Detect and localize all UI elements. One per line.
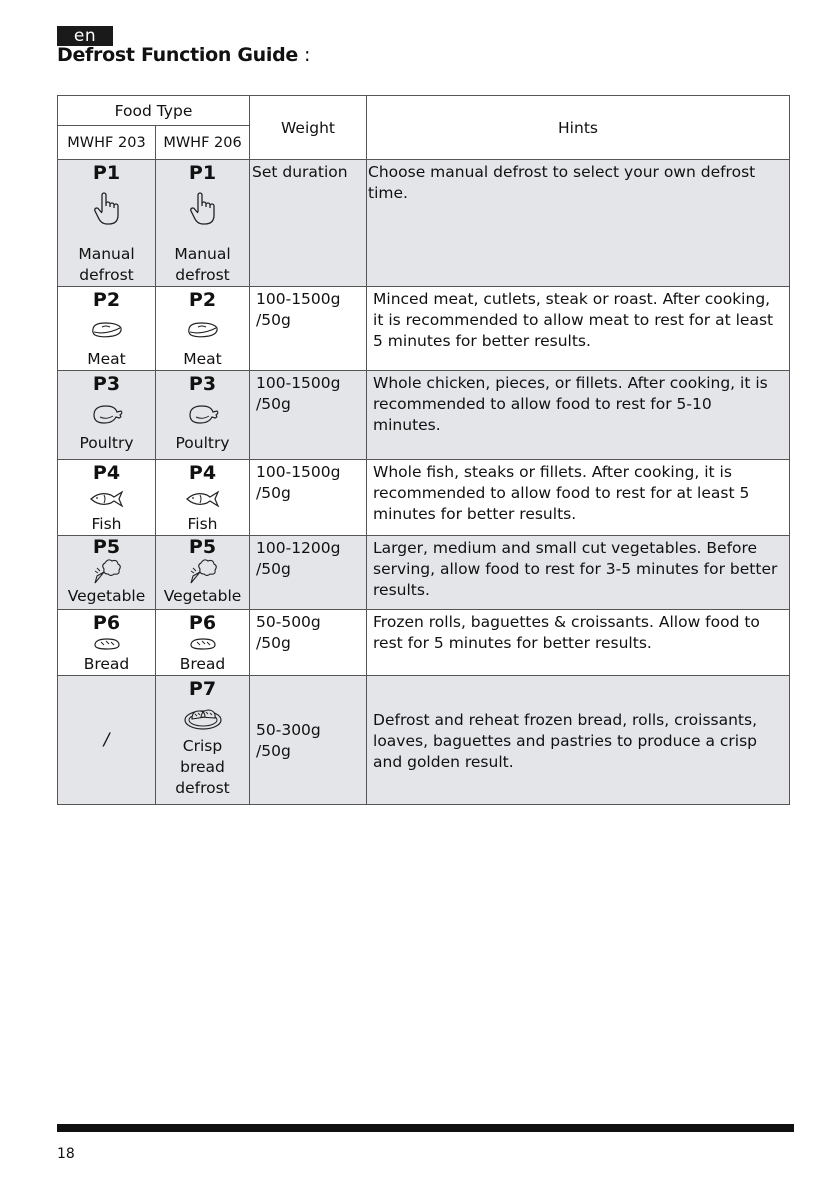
header-food-type: Food Type bbox=[58, 96, 250, 126]
program-name: Manual defrost bbox=[78, 245, 135, 284]
program-code: P1 bbox=[92, 162, 121, 184]
program-name: Manual defrost bbox=[174, 245, 231, 284]
hint-cell: Larger, medium and small cut vegetables. Before serving, allow food to rest for 3-5 minutes for better results. bbox=[367, 536, 790, 610]
fish-icon bbox=[156, 484, 249, 514]
table-header-row bbox=[58, 96, 790, 126]
program-code: P2 bbox=[188, 289, 217, 311]
crisp-bread-plate-icon bbox=[156, 700, 249, 736]
hint-cell: Whole chicken, pieces, or fillets. After cooking, it is recommended to allow food to rest for 5-10 minutes. bbox=[367, 371, 790, 460]
program-code: P4 bbox=[188, 462, 217, 484]
program-name: Bread bbox=[83, 655, 130, 673]
program-name: Bread bbox=[179, 655, 226, 673]
program-cell-mwhf206 bbox=[156, 287, 250, 371]
hint-cell: Choose manual defrost to select your own defrost time. bbox=[367, 160, 790, 287]
program-name: Meat bbox=[183, 350, 222, 368]
hand-pointer-icon bbox=[58, 184, 155, 234]
program-cell-mwhf206 bbox=[156, 460, 250, 536]
bread-icon bbox=[58, 634, 155, 654]
header-model-mwhf203: MWHF 203 bbox=[58, 126, 156, 160]
weight-cell: 100-1500g /50g bbox=[250, 460, 367, 536]
program-name: Vegetable bbox=[67, 587, 146, 605]
meat-steak-icon bbox=[58, 311, 155, 349]
program-name: Fish bbox=[187, 515, 218, 533]
hint-cell: Whole fish, steaks or fillets. After cooking, it is recommended to allow food to rest for at least 5 minutes for better results. bbox=[367, 460, 790, 536]
table-row bbox=[58, 371, 790, 460]
not-available-cell: / bbox=[58, 676, 156, 805]
table-row bbox=[58, 460, 790, 536]
program-cell-mwhf203 bbox=[58, 371, 156, 460]
program-code: P5 bbox=[92, 536, 121, 558]
program-code: P6 bbox=[92, 612, 121, 634]
hint-cell: Frozen rolls, baguettes & croissants. Allow food to rest for 5 minutes for better results. bbox=[367, 610, 790, 676]
program-cell-mwhf203 bbox=[58, 610, 156, 676]
page-number: 18 bbox=[57, 1146, 75, 1162]
hand-pointer-icon bbox=[156, 184, 249, 234]
hint-cell: Defrost and reheat frozen bread, rolls, croissants, loaves, baguettes and pastries to produce a crisp and golden result. bbox=[367, 676, 790, 805]
header-weight: Weight bbox=[250, 96, 367, 160]
program-name: Fish bbox=[91, 515, 122, 533]
defrost-guide-table bbox=[57, 95, 790, 805]
page-title-text: Defrost Function Guide bbox=[57, 44, 299, 66]
vegetable-icon bbox=[58, 556, 155, 586]
program-name: Poultry bbox=[79, 434, 134, 452]
hint-cell: Minced meat, cutlets, steak or roast. After cooking, it is recommended to allow meat to rest for at least 5 minutes for better results. bbox=[367, 287, 790, 371]
meat-steak-icon bbox=[156, 311, 249, 349]
program-code: P3 bbox=[188, 373, 217, 395]
program-cell-mwhf203 bbox=[58, 287, 156, 371]
poultry-icon bbox=[156, 395, 249, 433]
language-tag: en bbox=[57, 26, 113, 46]
weight-cell: 50-500g /50g bbox=[250, 610, 367, 676]
program-cell-mwhf206 bbox=[156, 371, 250, 460]
table-row bbox=[58, 676, 790, 805]
weight-cell: 100-1500g /50g bbox=[250, 287, 367, 371]
program-cell-mwhf206 bbox=[156, 160, 250, 287]
program-code: P3 bbox=[92, 373, 121, 395]
program-name: Crisp bread defrost bbox=[175, 737, 230, 797]
program-code: P6 bbox=[188, 612, 217, 634]
vegetable-icon bbox=[156, 556, 249, 586]
weight-cell: 50-300g /50g bbox=[250, 676, 367, 805]
bread-icon bbox=[156, 634, 249, 654]
poultry-icon bbox=[58, 395, 155, 433]
program-cell-mwhf203 bbox=[58, 460, 156, 536]
program-code: P4 bbox=[92, 462, 121, 484]
program-code: P7 bbox=[188, 678, 217, 700]
program-cell-mwhf203 bbox=[58, 536, 156, 610]
weight-cell: 100-1500g /50g bbox=[250, 371, 367, 460]
page-title bbox=[57, 44, 310, 66]
table-row bbox=[58, 610, 790, 676]
program-cell-mwhf206 bbox=[156, 610, 250, 676]
page-title-colon: : bbox=[304, 44, 311, 66]
program-cell-mwhf206 bbox=[156, 676, 250, 805]
weight-cell: Set duration bbox=[250, 160, 367, 287]
program-code: P2 bbox=[92, 289, 121, 311]
fish-icon bbox=[58, 484, 155, 514]
footer-rule bbox=[57, 1124, 794, 1132]
header-hints: Hints bbox=[367, 96, 790, 160]
header-model-mwhf206: MWHF 206 bbox=[156, 126, 250, 160]
program-cell-mwhf206 bbox=[156, 536, 250, 610]
table-row bbox=[58, 160, 790, 287]
table-row bbox=[58, 536, 790, 610]
program-cell-mwhf203 bbox=[58, 160, 156, 287]
program-name: Vegetable bbox=[163, 587, 242, 605]
weight-cell: 100-1200g /50g bbox=[250, 536, 367, 610]
program-code: P1 bbox=[188, 162, 217, 184]
program-name: Meat bbox=[87, 350, 126, 368]
program-name: Poultry bbox=[175, 434, 230, 452]
program-code: P5 bbox=[188, 536, 217, 558]
table-row bbox=[58, 287, 790, 371]
